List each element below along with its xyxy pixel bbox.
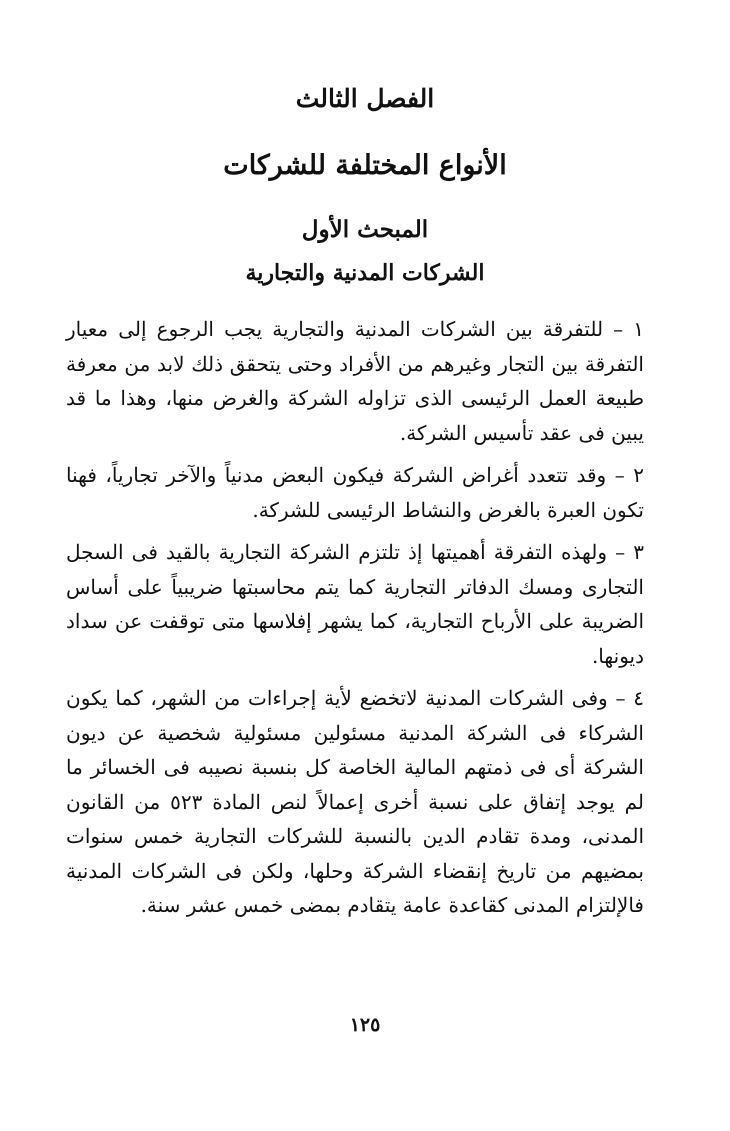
section-heading: المبحث الأول — [301, 216, 429, 243]
page-number: ١٢٥ — [349, 1014, 381, 1036]
section-title: الشركات المدنية والتجارية — [245, 260, 485, 286]
body-text — [66, 312, 644, 931]
chapter-title: الأنواع المختلفة للشركات — [223, 150, 507, 181]
paragraph-2: ٢ – وقد تتعدد أغراض الشركة فيكون البعض مدنياً والآخر تجارياً، فهنا تكون العبرة بالغرض والنشاط الرئيسى للشركة. — [66, 463, 644, 522]
paragraph-1: ١ – للتفرقة بين الشركات المدنية والتجارية يجب الرجوع إلى معيار التفرقة بين التجار وغيرهم من الأفراد وحتى يتحقق ذلك لابد من معرفة طبيعة العمل الرئيسى الذى تزاوله الشركة والغرض منها، وهذا ما قد يبين فى عقد تأسيس الشركة. — [66, 317, 644, 445]
paragraph-4: ٤ – وفى الشركات المدنية لاتخضع لأية إجراءات من الشهر، كما يكون الشركاء فى الشركة المدنية مسئولين مسئولية شخصية عن ديون الشركة أى فى ذمتهم المالية الخاصة كل بنسبة نصيبه فى الخسائر ما لم يوجد إتفاق على نسبة أخرى إعمالاً لنص المادة ٥٢٣ من القانون المدنى، ومدة تقادم الدين بالنسبة للشركات التجارية خمس سنوات بمضيهم من تاريخ إنقضاء الشركة وحلها، ولكن فى الشركات المدنية فالإلتزام المدنى كقاعدة عامة يتقادم بمضى خمس عشر سنة. — [66, 686, 644, 917]
chapter-heading: الفصل الثالث — [295, 84, 435, 113]
paragraph-3: ٣ – ولهذه التفرقة أهميتها إذ تلتزم الشركة التجارية بالقيد فى السجل التجارى ومسك الدفاتر التجارية كما يتم محاسبتها ضريبياً على أساس الضريبة على الأرباح التجارية، كما يشهر إفلاسها متى توقفت عن سداد ديونها. — [66, 540, 644, 668]
